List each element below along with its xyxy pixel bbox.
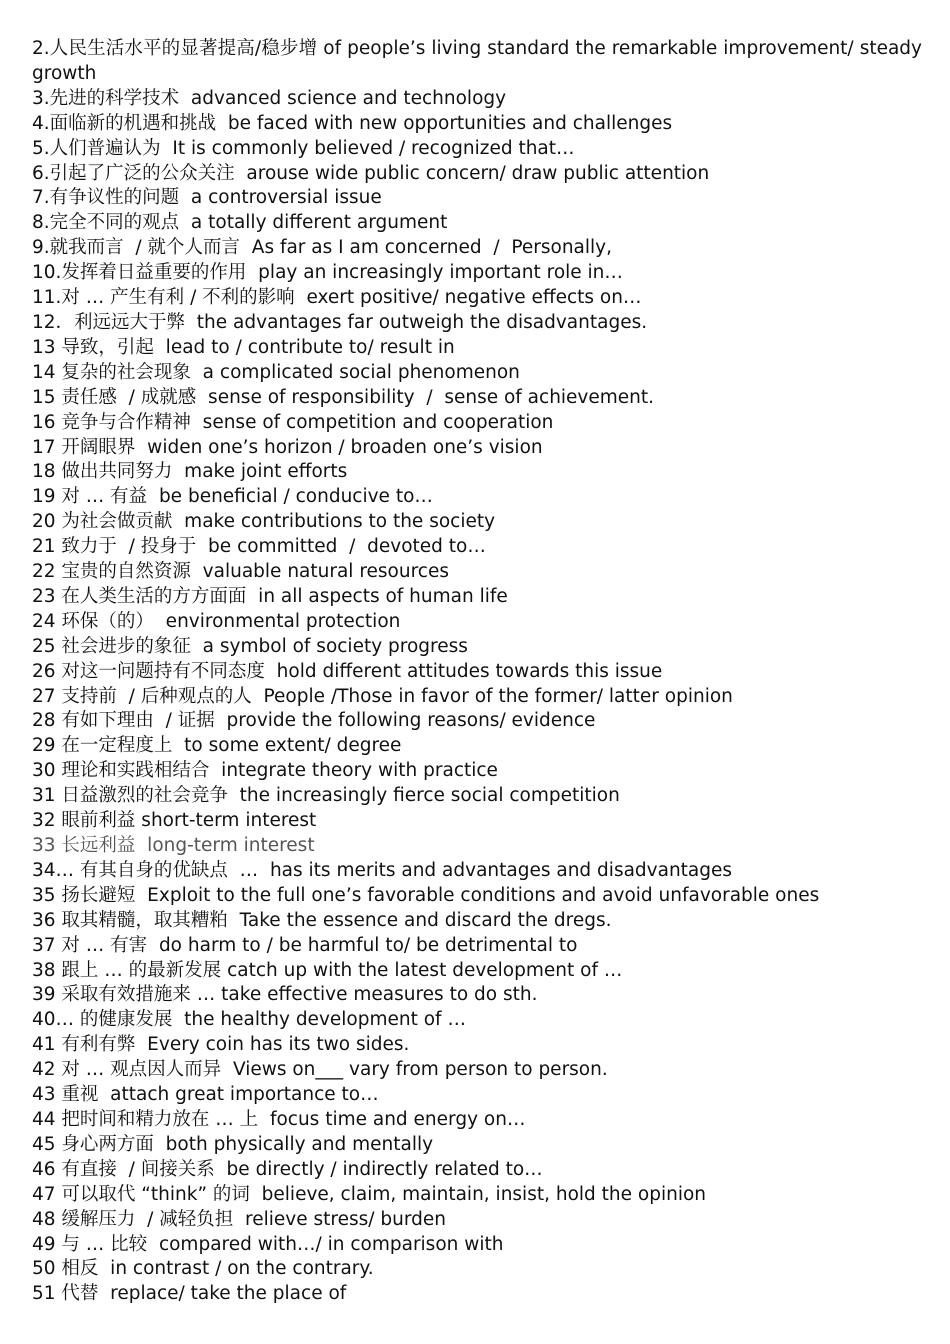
phrase-line-9: 9.就我而言 / 就个人而言 As far as I am concerned / Personally, [32, 237, 612, 259]
phrase-line-5: 5.人们普遍认为 It is commonly believed / recognized that… [32, 137, 575, 159]
phrase-line-15: 15 责任感 / 成就感 sense of responsibility / sense of achievement. [32, 386, 655, 408]
phrase-line-18: 18 做出共同努力 make joint efforts [32, 461, 348, 483]
phrase-line-48: 48 缓解压力 / 减轻负担 relieve stress/ burden [32, 1208, 446, 1230]
phrase-line-25: 25 社会进步的象征 a symbol of society progress [32, 635, 468, 657]
phrase-line-6: 6.引起了广泛的公众关注 arouse wide public concern/ draw public attention [32, 162, 710, 184]
phrase-line-13: 13 导致，引起 lead to / contribute to/ result in [32, 336, 455, 358]
document-page [32, 37, 928, 1307]
phrase-line-33: 33 长远利益 long-term interest [32, 835, 315, 856]
phrase-line-10: 10.发挥着日益重要的作用 play an increasingly important role in… [32, 262, 623, 284]
phrase-line-31: 31 日益激烈的社会竞争 the increasingly fierce social competition [32, 785, 620, 807]
phrase-line-42: 42 对 … 观点因人而异 Views on___ vary from person to person. [32, 1059, 608, 1081]
phrase-line-45: 45 身心两方面 both physically and mentally [32, 1133, 434, 1155]
phrase-line-34: 34… 有其自身的优缺点 … has its merits and advantages and disadvantages [32, 859, 733, 881]
phrase-line-3: 3.先进的科学技术 advanced science and technology [32, 87, 507, 109]
phrase-line-2: 2.人民生活水平的显著提高/稳步增 of people’s living standard the remarkable improvement/ steady growth [32, 38, 928, 84]
phrase-line-37: 37 对 … 有害 do harm to / be harmful to/ be detrimental to [32, 934, 578, 956]
phrase-line-40: 40… 的健康发展 the healthy development of … [32, 1009, 466, 1031]
phrase-line-38: 38 跟上 … 的最新发展 catch up with the latest development of … [32, 959, 623, 981]
phrase-line-23: 23 在人类生活的方方面面 in all aspects of human life [32, 585, 508, 607]
phrase-line-46: 46 有直接 / 间接关系 be directly / indirectly related to… [32, 1158, 543, 1180]
phrase-line-16: 16 竞争与合作精神 sense of competition and cooperation [32, 411, 554, 433]
phrase-line-21: 21 致力于 / 投身于 be committed / devoted to… [32, 536, 486, 558]
phrase-line-12: 12．利远远大于弊 the advantages far outweigh the disadvantages. [32, 311, 648, 333]
phrase-line-19: 19 对 … 有益 be beneficial / conducive to… [32, 486, 433, 508]
phrase-line-4: 4.面临新的机遇和挑战 be faced with new opportunities and challenges [32, 112, 673, 134]
phrase-line-47: 47 可以取代 “think” 的词 believe, claim, maintain, insist, hold the opinion [32, 1183, 707, 1205]
phrase-line-8: 8.完全不同的观点 a totally different argument [32, 212, 448, 234]
phrase-line-14: 14 复杂的社会现象 a complicated social phenomenon [32, 361, 520, 383]
phrase-line-30: 30 理论和实践相结合 integrate theory with practice [32, 760, 498, 782]
phrase-line-32: 32 眼前利益 short-term interest [32, 810, 317, 832]
phrase-line-41: 41 有利有弊 Every coin has its two sides. [32, 1034, 410, 1056]
phrase-line-17: 17 开阔眼界 widen one’s horizon / broaden one’s vision [32, 436, 543, 458]
phrase-line-24: 24 环保（的） environmental protection [32, 610, 401, 632]
phrase-line-49: 49 与 … 比较 compared with…/ in comparison with [32, 1233, 504, 1255]
phrase-line-39: 39 采取有效措施来 … take effective measures to do sth. [32, 984, 538, 1006]
phrase-line-22: 22 宝贵的自然资源 valuable natural resources [32, 561, 449, 583]
phrase-line-44: 44 把时间和精力放在 … 上 focus time and energy on… [32, 1108, 526, 1130]
phrase-line-36: 36 取其精髓，取其糟粕 Take the essence and discard the dregs. [32, 909, 612, 931]
phrase-line-26: 26 对这一问题持有不同态度 hold different attitudes towards this issue [32, 660, 663, 682]
phrase-line-28: 28 有如下理由 / 证据 provide the following reasons/ evidence [32, 710, 596, 732]
phrase-line-20: 20 为社会做贡献 make contributions to the society [32, 511, 496, 533]
phrase-line-50: 50 相反 in contrast / on the contrary. [32, 1258, 374, 1280]
phrase-line-11: 11.对 … 产生有利 / 不利的影响 exert positive/ negative effects on… [32, 287, 642, 309]
phrase-line-51: 51 代替 replace/ take the place of [32, 1283, 347, 1305]
phrase-line-29: 29 在一定程度上 to some extent/ degree [32, 735, 402, 757]
phrase-line-7: 7.有争议性的问题 a controversial issue [32, 187, 382, 209]
phrase-line-43: 43 重视 attach great importance to… [32, 1084, 379, 1106]
phrase-line-27: 27 支持前 / 后种观点的人 People /Those in favor of the former/ latter opinion [32, 685, 733, 707]
phrase-line-35: 35 扬长避短 Exploit to the full one’s favorable conditions and avoid unfavorable ones [32, 884, 820, 906]
